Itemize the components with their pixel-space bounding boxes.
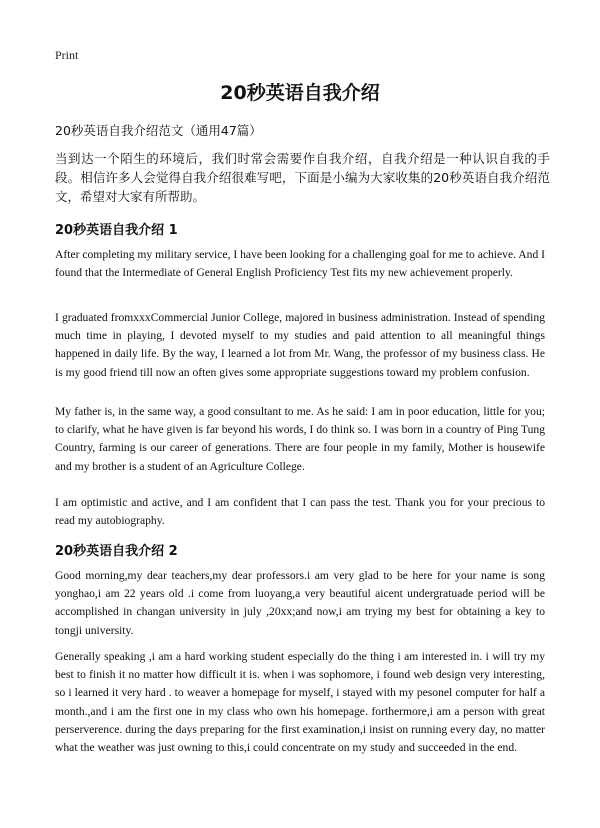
- print-link[interactable]: Print: [55, 48, 79, 62]
- section-1-paragraph-4: I am optimistic and active, and I am confident that I can pass the test. Thank you for your precious to read my autobiography.: [55, 496, 545, 528]
- section-1-heading: 20秒英语自我介绍 1: [55, 223, 178, 238]
- section-2-paragraph-2: Generally speaking ,i am a hard working student especially do the thing i am interested in. i will try my best to finish it no matter how difficult it is. when i was sophomore, i found web design very interesting, so i learned it very hard . to weaver a homepage for myself, i stayed with my pesonel computer for half a month.,and i am the first one in my class who own his homepage. forthermore,i am a person with great perserverence. during the days preparing for the first examination,i insist on running every day, no matter what the weather was just owning to this,i could concentrate on my study and succeeded in the end.: [55, 650, 545, 755]
- page-title: 20秒英语自我介绍: [220, 82, 380, 104]
- section-2-heading: 20秒英语自我介绍 2: [55, 544, 178, 559]
- page-subtitle: 20秒英语自我介绍范文（通用47篇）: [55, 123, 262, 138]
- section-1-paragraph-1: After completing my military service, I have been looking for a challenging goal for me to achieve. And I found that the Intermediate of General English Proficiency Test fits my new achievement properly.: [55, 248, 545, 280]
- section-1-paragraph-2: I graduated fromxxxCommercial Junior College, majored in business administration. Instead of spending much time in playing, I devoted myself to my studies and paid attention to all meaningful things happened in daily life. By the way, I learned a lot from Mr. Wang, the professor of my business class. He is my good friend till now an often gives some appropriate suggestions toward my problem confusion.: [55, 311, 545, 379]
- section-1-paragraph-3: My father is, in the same way, a good consultant to me. As he said: I am in poor education, little for you; to clarify, what he have given is far beyond his words, I do think so. I was born in a country of Ping Tung Country, farming is our career of generations. There are four people in my family, Mother is housewife and my brother is a student of an Agriculture College.: [55, 405, 545, 473]
- section-2-paragraph-1: Good morning,my dear teachers,my dear professors.i am very glad to be here for your name is song yonghao,i am 22 years old .i come from luoyang,a very beautiful aicent undergratuade period will be accomplished in changan university in july ,20xx;and now,i am trying my best for obtaining a key to tongji university.: [55, 569, 545, 637]
- intro-paragraph: 当到达一个陌生的环境后，我们时常会需要作自我介绍，自我介绍是一种认识自我的手段。相信许多人会觉得自我介绍很难写吧，下面是小编为大家收集的20秒英语自我介绍范文，希望对大家有所帮助。: [55, 151, 550, 204]
